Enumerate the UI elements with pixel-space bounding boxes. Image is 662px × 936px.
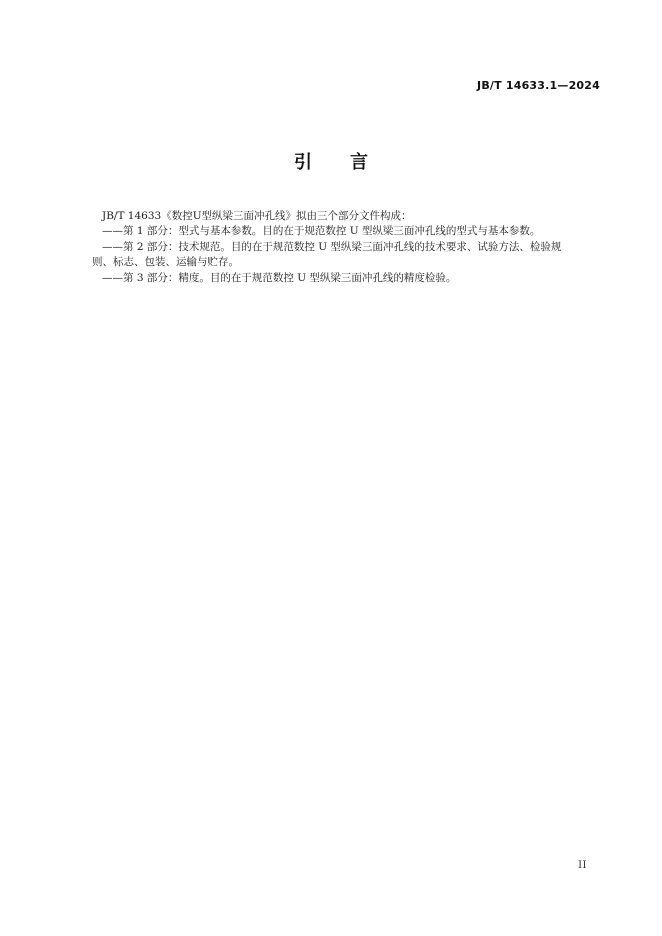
part-3-item: ——第 3 部分：精度。目的在于规范数控 U 型纵梁三面冲孔线的精度检验。 bbox=[102, 271, 457, 284]
page-number: II bbox=[578, 860, 587, 871]
part-1-item: ——第 1 部分：型式与基本参数。目的在于规范数控 U 型纵梁三面冲孔线的型式与基本参数。 bbox=[102, 225, 541, 238]
standard-number: JB/T 14633.1—2024 bbox=[477, 79, 600, 92]
title-char-2: 言 bbox=[350, 152, 368, 173]
part-2-item: ——第 2 部分：技术规范。目的在于规范数控 U 型纵梁三面冲孔线的技术要求、试验方法、检验规 bbox=[102, 240, 562, 253]
foreword-body bbox=[92, 209, 602, 286]
part-2-item-continuation: 则、标志、包装、运输与贮存。 bbox=[92, 256, 239, 269]
title-char-1: 引 bbox=[294, 152, 312, 173]
intro-paragraph: JB/T 14633《数控U型纵梁三面冲孔线》拟由三个部分文件构成： bbox=[102, 210, 412, 222]
section-title bbox=[0, 148, 662, 174]
